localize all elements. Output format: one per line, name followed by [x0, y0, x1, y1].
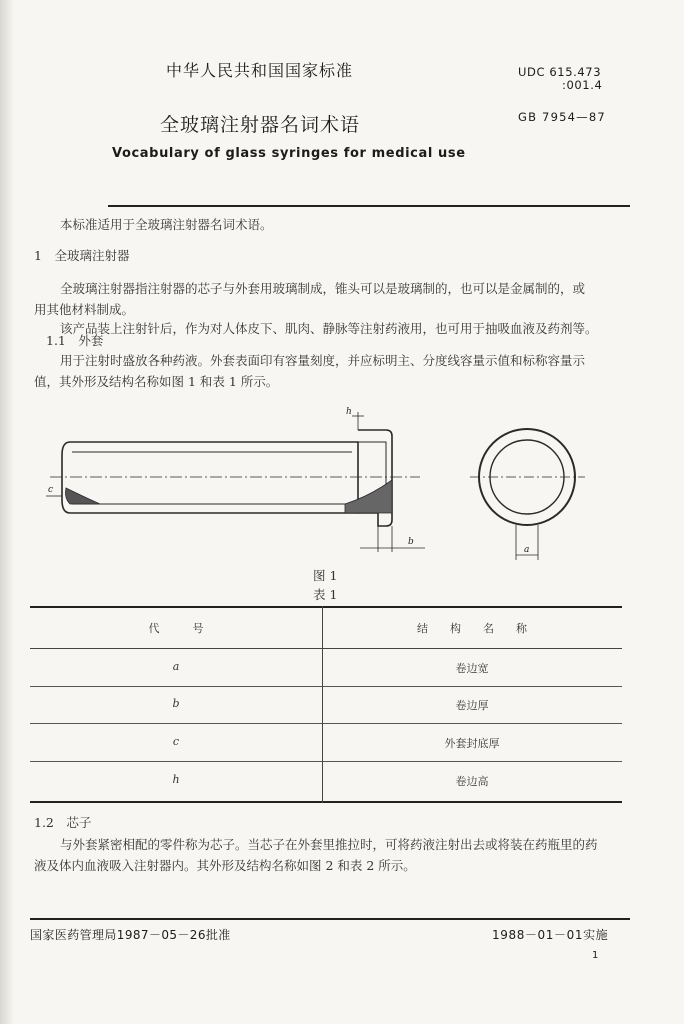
section-1-paragraph-2: 该产品装上注射针后，作为对人体皮下、肌肉、静脉等注射药液用，也可用于抽吸血液及药剂等。: [60, 321, 598, 336]
figure-1-drawing: [40, 400, 600, 565]
dim-label-a: a: [524, 545, 530, 555]
standard-organization: 中华人民共和国国家标准: [166, 61, 354, 80]
section-1-2-paragraph: [34, 834, 634, 876]
figure-1-caption: 图 1: [313, 568, 338, 583]
table-top-rule: [30, 606, 622, 608]
table-row-2-code: b: [172, 697, 180, 710]
intro-text: 本标准适用于全玻璃注射器名词术语。: [60, 217, 273, 232]
table-bottom-rule: [30, 801, 622, 803]
table-row-1-name: 卷边宽: [455, 662, 489, 675]
dim-label-h: h: [346, 407, 352, 417]
section-1-heading: 1 全玻璃注射器: [34, 248, 130, 263]
barrel-outer-outline: [62, 442, 358, 513]
gb-number: GB 7954—87: [518, 110, 606, 124]
table-header-name: 结 构 名 称: [417, 622, 527, 635]
udc-code: [518, 66, 602, 92]
section-1-paragraph-1-line-1: 全玻璃注射器指注射器的芯子与外套用玻璃制成，锥头可以是玻璃制的，也可以是金属制的，或: [60, 281, 586, 296]
table-row-4-code: h: [172, 773, 180, 786]
table-row-3-code: c: [172, 735, 180, 748]
udc-suffix: :001.4: [562, 78, 603, 92]
document-title-en: Vocabulary of glass syringes for medical use: [112, 146, 466, 161]
table-row-3-name: 外套封底厚: [444, 737, 500, 750]
dim-label-c: c: [48, 485, 54, 495]
table-row-4-name: 卷边高: [455, 775, 489, 788]
section-1-paragraph-1-line-2: 用其他材料制成。: [34, 302, 135, 317]
implementation-date: 1988－01－01实施: [492, 928, 609, 942]
table-row-rule-3: [30, 761, 622, 762]
section-1-2-line-2: 液及体内血液吸入注射器内。其外形及结构名称如图 2 和表 2 所示。: [34, 858, 416, 873]
section-1-1-paragraph: [34, 350, 634, 392]
table-row-2-name: 卷边厚: [455, 699, 489, 712]
binding-shadow: [0, 0, 14, 1024]
dim-label-b: b: [408, 537, 414, 547]
table-row-1-code: a: [172, 660, 180, 673]
header-rule: [108, 205, 630, 207]
table-1-caption: 表 1: [313, 587, 338, 602]
document-title-cn: 全玻璃注射器名词术语: [160, 114, 361, 136]
udc-label: UDC: [518, 65, 546, 79]
section-1-1-line-2: 值，其外形及结构名称如图 1 和表 1 所示。: [34, 374, 279, 389]
closed-end-hatch: [66, 488, 101, 504]
table-row-rule-2: [30, 723, 622, 724]
approval-notice: 国家医药管理局1987－05－26批准: [30, 928, 231, 942]
section-1-2-line-1: 与外套紧密相配的零件称为芯子。当芯子在外套里推拉时，可将药液注射出去或将装在药瓶里的药: [60, 837, 598, 852]
table-header-rule: [30, 648, 622, 649]
footer-rule: [30, 918, 630, 920]
udc-number: 615.473: [549, 65, 602, 79]
table-header-code: 代 号: [148, 622, 204, 635]
section-1-1-heading: 1.1 外套: [46, 333, 104, 348]
section-1-1-line-1: 用于注射时盛放各种药液。外套表面印有容量刻度，并应标明主、分度线容量示值和标称容量示: [60, 353, 586, 368]
section-1-2-heading: 1.2 芯子: [34, 815, 92, 830]
table-1: [30, 606, 622, 803]
section-1-paragraph-1: [34, 278, 634, 320]
page-number: 1: [592, 950, 599, 961]
table-row-rule-1: [30, 686, 622, 687]
flange-section-hatch: [345, 480, 392, 513]
